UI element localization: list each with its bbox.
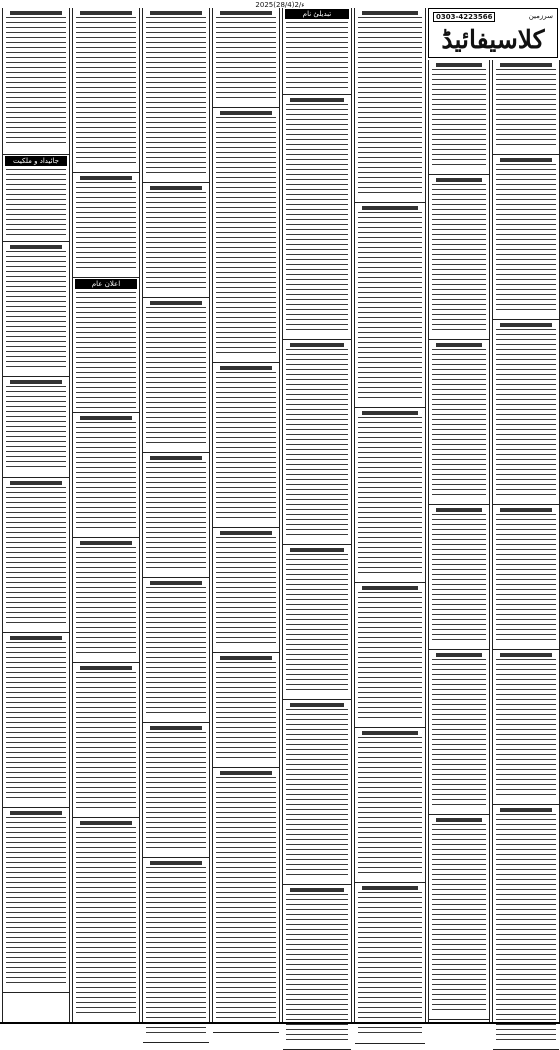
ad-block [73, 538, 139, 663]
ad-block [213, 108, 279, 363]
ad-block [213, 653, 279, 768]
ad-block [73, 413, 139, 538]
ad-block [143, 183, 209, 298]
column-2 [72, 8, 140, 1024]
column-4 [212, 8, 280, 1024]
column-7 [428, 60, 490, 1024]
ad-block [355, 728, 425, 883]
column-6 [354, 8, 426, 1024]
ad-block [213, 768, 279, 1033]
ad-block [3, 808, 69, 993]
ad-block [355, 8, 425, 203]
section-banner: جائیداد و ملکیت [5, 156, 67, 166]
ad-block [283, 885, 351, 1050]
ad-block [355, 408, 425, 583]
ad-block [143, 858, 209, 1043]
masthead [428, 8, 558, 58]
ad-block [73, 8, 139, 173]
ad-block [493, 650, 559, 805]
ad-block [143, 723, 209, 858]
ad-block [283, 20, 351, 95]
ad-block [143, 578, 209, 723]
ad-block [73, 290, 139, 413]
ad-block [143, 8, 209, 183]
column-8 [492, 60, 560, 1024]
ad-block [355, 883, 425, 1044]
section-banner: اعلان عام [75, 279, 137, 289]
ad-block [143, 453, 209, 578]
ad-block [213, 8, 279, 108]
ad-block [493, 505, 559, 650]
ad-block [493, 155, 559, 320]
section-banner: تبدیلیٔ نام [285, 9, 349, 19]
ad-block [429, 340, 489, 505]
ad-block [493, 60, 559, 155]
masthead-tagline: سرزمین [528, 12, 553, 20]
ad-block [3, 8, 69, 155]
dateline: 2025ء/2(28/4) [255, 1, 305, 9]
column-1 [2, 8, 70, 1024]
ad-block [143, 298, 209, 453]
ad-block [213, 363, 279, 528]
ad-block [73, 173, 139, 278]
ad-block [3, 167, 69, 242]
ad-block [283, 340, 351, 545]
ad-block [283, 700, 351, 885]
ad-block [283, 545, 351, 700]
ad-block [355, 203, 425, 408]
ad-block [73, 663, 139, 818]
ad-block [429, 650, 489, 815]
ad-block [493, 805, 559, 1050]
masthead-title: کلاسیفائیڈ [441, 25, 545, 54]
column-3 [142, 8, 210, 1024]
ad-block [493, 320, 559, 505]
ad-block [213, 528, 279, 653]
column-5 [282, 8, 352, 1024]
ad-block [429, 175, 489, 340]
ad-block [3, 377, 69, 478]
ad-block [3, 633, 69, 808]
ad-block [429, 505, 489, 650]
ad-block [283, 95, 351, 340]
masthead-phone: 0303-4223566 [433, 12, 495, 22]
ad-block [429, 60, 489, 175]
ad-block [3, 242, 69, 377]
ad-block [355, 583, 425, 728]
ad-block [3, 478, 69, 633]
ad-block [73, 818, 139, 1023]
ad-block [429, 815, 489, 1020]
